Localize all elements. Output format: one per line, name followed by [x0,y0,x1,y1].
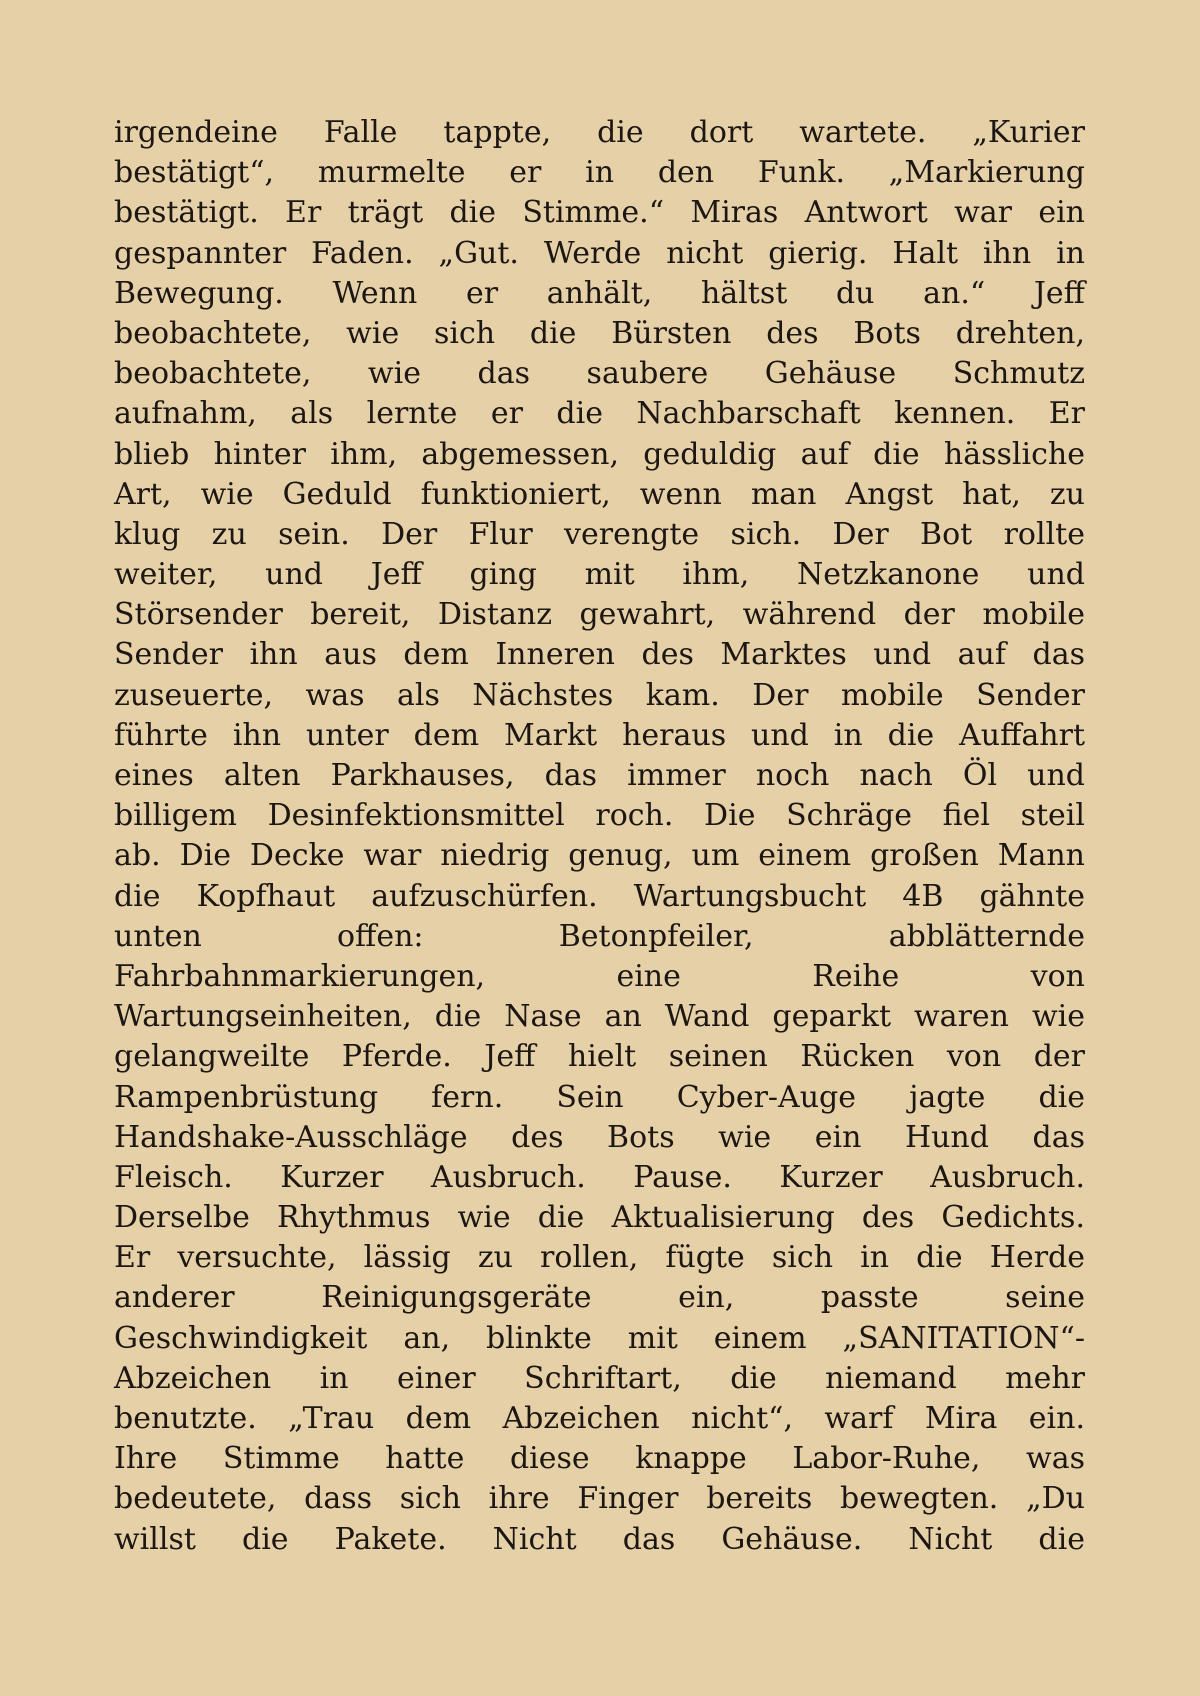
text-line: beobachtete, wie sich die Bürsten des Bots drehten, [114,315,1085,351]
text-line: willst die Pakete. Nicht das Gehäuse. Nicht die [114,1521,1085,1557]
text-line: unten offen: Betonpfeiler, abblätternde [114,918,1085,954]
text-line: Rampenbrüstung fern. Sein Cyber-Auge jagte die [114,1079,1085,1115]
text-line: Fleisch. Kurzer Ausbruch. Pause. Kurzer Ausbruch. [114,1159,1085,1195]
text-line: aufnahm, als lernte er die Nachbarschaft kennen. Er [114,396,1085,432]
text-line: Ihre Stimme hatte diese knappe Labor-Ruhe, was [114,1441,1085,1477]
text-line: Art, wie Geduld funktioniert, wenn man Angst hat, zu [114,476,1085,512]
text-line: Bewegung. Wenn er anhält, hältst du an.“ Jeff [114,275,1085,311]
text-line: anderer Reinigungsgeräte ein, passte seine [114,1280,1085,1316]
text-line: Sender ihn aus dem Inneren des Marktes und auf das [114,637,1085,673]
text-line: eines alten Parkhauses, das immer noch nach Öl und [114,758,1085,793]
text-line: irgendeine Falle tappte, die dort wartete. „Kurier [114,115,1085,150]
text-line: bestätigt“, murmelte er in den Funk. „Markierung [114,155,1085,191]
text-line: blieb hinter ihm, abgemessen, geduldig auf die hässliche [114,436,1085,472]
text-line: beobachtete, wie das saubere Gehäuse Schmutz [114,356,1085,392]
text-line: zuseuerte, was als Nächstes kam. Der mobile Sender [114,677,1085,713]
text-line: bedeutete, dass sich ihre Finger bereits bewegten. „Du [114,1481,1085,1517]
text-line: führte ihn unter dem Markt heraus und in die Auffahrt [114,717,1085,753]
body-text [114,113,1085,1560]
text-line: benutzte. „Trau dem Abzeichen nicht“, warf Mira ein. [114,1401,1085,1436]
text-line: die Kopfhaut aufzuschürfen. Wartungsbucht 4B gähnte [114,878,1085,914]
text-line: Er versuchte, lässig zu rollen, fügte sich in die Herde [114,1240,1085,1276]
text-line: klug zu sein. Der Flur verengte sich. Der Bot rollte [114,516,1085,552]
text-line: gelangweilte Pferde. Jeff hielt seinen Rücken von der [114,1039,1085,1075]
text-line: Störsender bereit, Distanz gewahrt, während der mobile [114,597,1085,633]
text-line: billigem Desinfektionsmittel roch. Die Schräge fiel steil [114,798,1085,834]
text-line: bestätigt. Er trägt die Stimme.“ Miras Antwort war ein [114,195,1085,231]
text-line: Fahrbahnmarkierungen, eine Reihe von [114,958,1085,994]
text-line: Wartungseinheiten, die Nase an Wand geparkt waren wie [114,999,1085,1035]
text-line: Derselbe Rhythmus wie die Aktualisierung des Gedichts. [114,1200,1085,1236]
text-line: Geschwindigkeit an, blinkte mit einem „SANITATION“- [114,1320,1085,1356]
text-line: gespannter Faden. „Gut. Werde nicht gierig. Halt ihn in [114,235,1085,271]
text-line: ab. Die Decke war niedrig genug, um einem großen Mann [114,838,1085,874]
text-line: Abzeichen in einer Schriftart, die niemand mehr [114,1360,1085,1396]
text-line: weiter, und Jeff ging mit ihm, Netzkanone und [114,557,1085,593]
text-line: Handshake-Ausschläge des Bots wie ein Hund das [114,1119,1085,1155]
